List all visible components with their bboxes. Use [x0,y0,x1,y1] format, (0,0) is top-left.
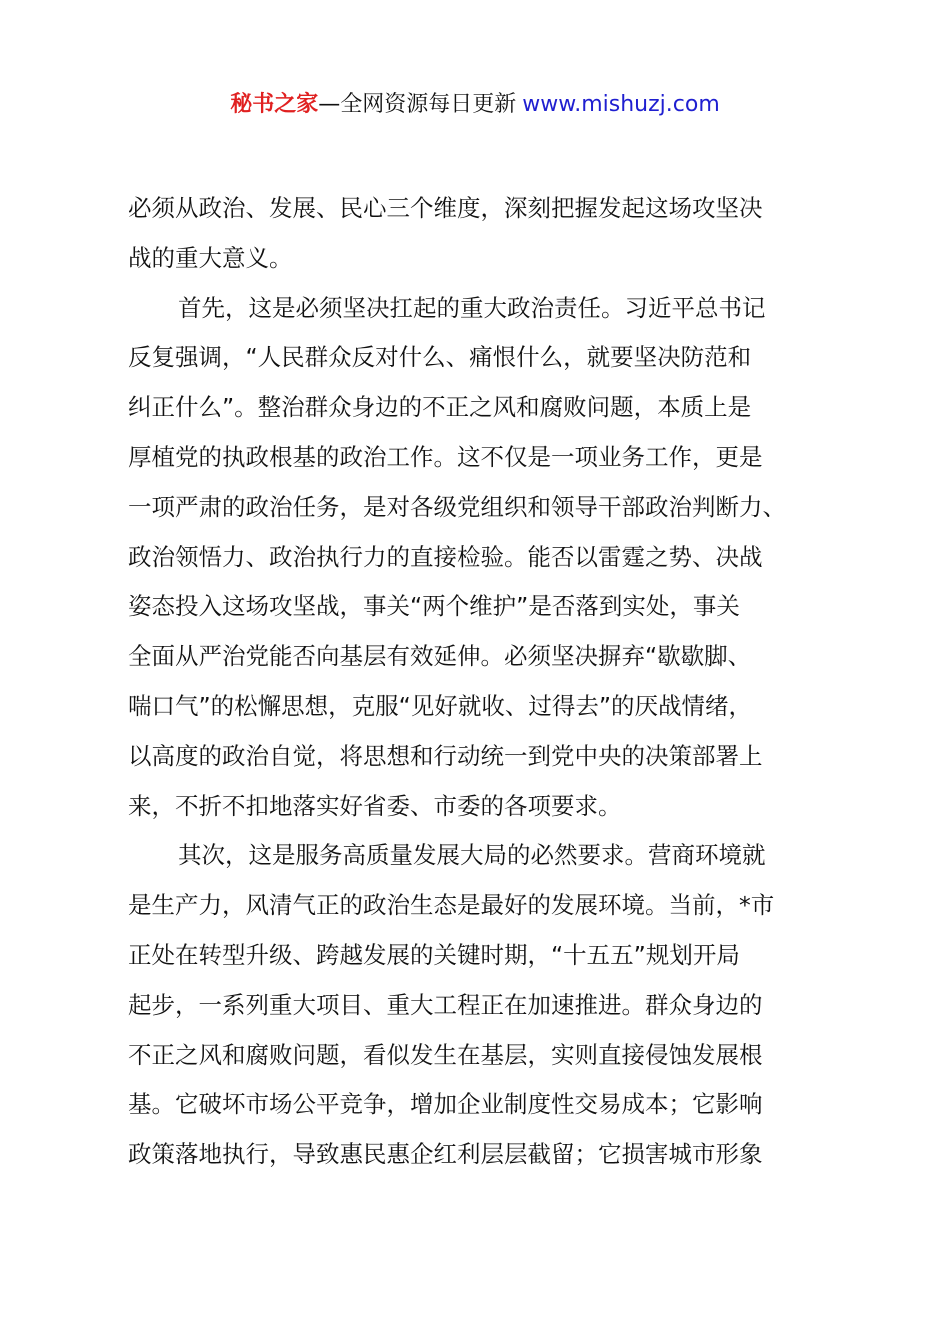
text-line: 厚植党的执政根基的政治工作。这不仅是一项业务工作，更是 [128,442,763,471]
text-line: 姿态投入这场攻坚战，事关“两个维护”是否落到实处，事关 [128,592,740,621]
text-line: 来，不折不扣地落实好省委、市委的各项要求。 [128,791,622,820]
text-line: 不正之风和腐败问题，看似发生在基层，实则直接侵蚀发展根 [128,1040,763,1069]
text-line: 政策落地执行，导致惠民惠企红利层层截留；它损害城市形象 [128,1140,763,1169]
text-line: 一项严肃的政治任务，是对各级党组织和领导干部政治判断力、 [128,492,786,521]
site-url-link[interactable]: www.mishuzj.com [522,92,720,117]
text-line: 全面从严治党能否向基层有效延伸。必须坚决摒弃“歇歇脚、 [128,642,752,671]
page-header [0,88,950,122]
text-line: 是生产力，风清气正的政治生态是最好的发展环境。当前，*市 [128,891,775,920]
text-line: 喘口气”的松懈思想，克服“见好就收、过得去”的厌战情绪， [128,691,753,720]
text-line: 基。它破坏市场公平竞争，增加企业制度性交易成本；它影响 [128,1090,763,1119]
header-tagline: —全网资源每日更新 [318,92,517,117]
text-line: 政治领悟力、政治执行力的直接检验。能否以雷霆之势、决战 [128,542,763,571]
text-line: 正处在转型升级、跨越发展的关键时期，“十五五”规划开局 [128,940,740,969]
brand-name: 秘书之家 [230,92,319,117]
paragraph-start-line: 其次，这是服务高质量发展大局的必然要求。营商环境就 [178,841,766,870]
paragraph-start-line: 首先，这是必须坚决扛起的重大政治责任。习近平总书记 [178,293,766,322]
text-line: 起步，一系列重大项目、重大工程正在加速推进。群众身边的 [128,990,763,1019]
text-line: 战的重大意义。 [128,243,293,272]
text-line: 必须从政治、发展、民心三个维度，深刻把握发起这场攻坚决 [128,194,763,222]
text-line: 纠正什么”。整治群众身边的不正之风和腐败问题，本质上是 [128,393,752,422]
text-line: 以高度的政治自觉，将思想和行动统一到党中央的决策部署上 [128,741,763,770]
text-line: 反复强调，“人民群众反对什么、痛恨什么，就要坚决防范和 [128,343,752,372]
body-text [128,184,838,1180]
